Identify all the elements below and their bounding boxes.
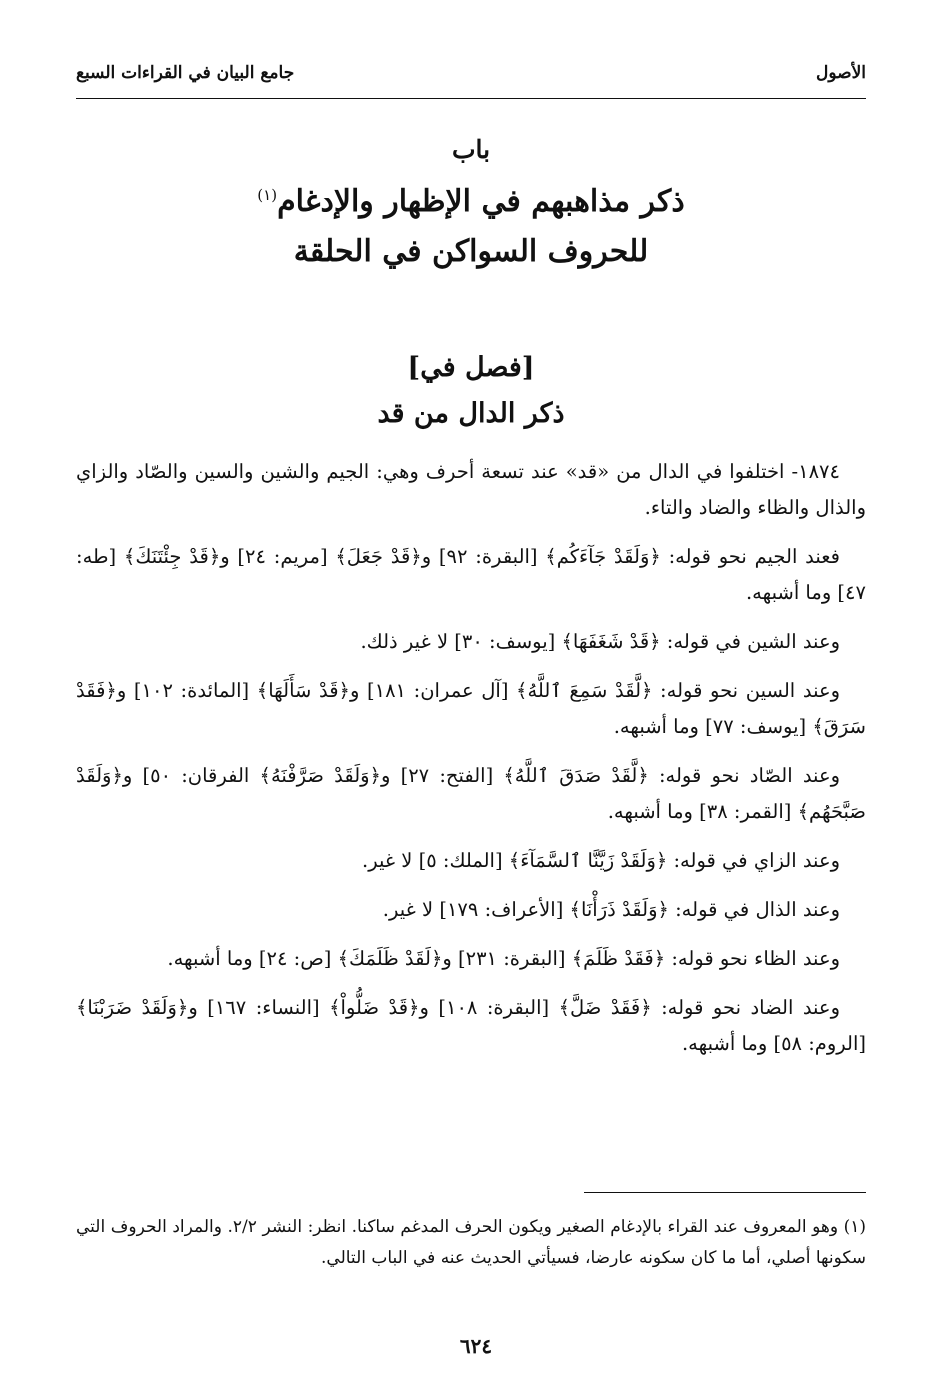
footnote: (١) وهو المعروف عند القراء بالإدغام الصغير ويكون الحرف المدغم ساكنا. انظر: النشر ٢/٢. والمراد الحروف التي سكونها أصلي، أما ما كان سكونه عارضا، فسيأتي الحديث عنه في الباب التالي.: [76, 1217, 866, 1268]
paragraph: وعند السين نحو قوله: ﴿لَّقَدْ سَمِعَ ٱللَّهُ﴾ [آل عمران: ١٨١] و﴿قَدْ سَأَلَهَا﴾ [المائدة: ١٠٢] و﴿فَقَدْ سَرَقَ﴾ [يوسف: ٧٧] وما أشبهه.: [76, 679, 866, 738]
paragraph: ١٨٧٤- اختلفوا في الدال من «قد» عند تسعة أحرف وهي: الجيم والشين والسين والصّاد والزاي والذال والظاء والضاد والتاء.: [76, 460, 866, 519]
body-text: [76, 454, 866, 1075]
chapter-label: باب: [451, 135, 491, 164]
paragraph: وعند الشين في قوله: ﴿قَدْ شَغَفَهَا﴾ [يوسف: ٣٠] لا غير ذلك.: [360, 630, 840, 653]
paragraph: وعند الزاي في قوله: ﴿وَلَقَدْ زَيَّنَّا ٱلسَّمَآءَ﴾ [الملك: ٥] لا غير.: [362, 849, 840, 872]
chapter-heading: [76, 130, 866, 277]
section-title: ذكر الدال من قد: [377, 398, 565, 429]
header-section-title: الأصول: [816, 63, 866, 83]
page-number: ٦٢٤: [459, 1334, 493, 1358]
section-label: [فصل في]: [407, 352, 535, 383]
chapter-title-text: ذكر مذاهبهم في الإظهار والإدغام: [277, 184, 685, 219]
paragraph: فعند الجيم نحو قوله: ﴿وَلَقَدْ جَآءَكُم﴾ [البقرة: ٩٢] و﴿قَدْ جَعَلَ﴾ [مريم: ٢٤] و﴿قَدْ جِئْتَنَكَ﴾ [طه: ٤٧] وما أشبهه.: [76, 545, 866, 604]
paragraph: وعند الضاد نحو قوله: ﴿فَقَدْ ضَلَّ﴾ [البقرة: ١٠٨] و﴿قَدْ ضَلُّواْ﴾ [النساء: ١٦٧] و﴿وَلَقَدْ ضَرَبْنَا﴾ [الروم: ٥٨] وما أشبهه.: [76, 996, 866, 1055]
footnote-divider: [584, 1192, 866, 1193]
header-divider: [76, 98, 866, 99]
paragraph: وعند الصّاد نحو قوله: ﴿لَّقَدْ صَدَقَ ٱللَّهُ﴾ [الفتح: ٢٧] و﴿وَلَقَدْ صَرَّفْنَهُ﴾ الفرقان: ٥٠] و﴿وَلَقَدْ صَبَّحَهُم﴾ [القمر: ٣٨] وما أشبهه.: [76, 764, 866, 823]
paragraph: وعند الذال في قوله: ﴿وَلَقَدْ ذَرَأْنَا﴾ [الأعراف: ١٧٩] لا غير.: [382, 898, 840, 921]
footnote-marker: (١): [257, 186, 278, 204]
section-heading: [76, 345, 866, 437]
header-book-title: جامع البيان في القراءات السبع: [76, 63, 295, 83]
chapter-subtitle: للحروف السواكن في الحلقة: [293, 234, 649, 269]
running-header: [76, 58, 866, 88]
paragraph: وعند الظاء نحو قوله: ﴿فَقَدْ ظَلَمَ﴾ [البقرة: ٢٣١] و﴿لَقَدْ ظَلَمَكَ﴾ [ص: ٢٤] وما أشبهه.: [167, 947, 840, 970]
chapter-title-line: [76, 170, 866, 227]
